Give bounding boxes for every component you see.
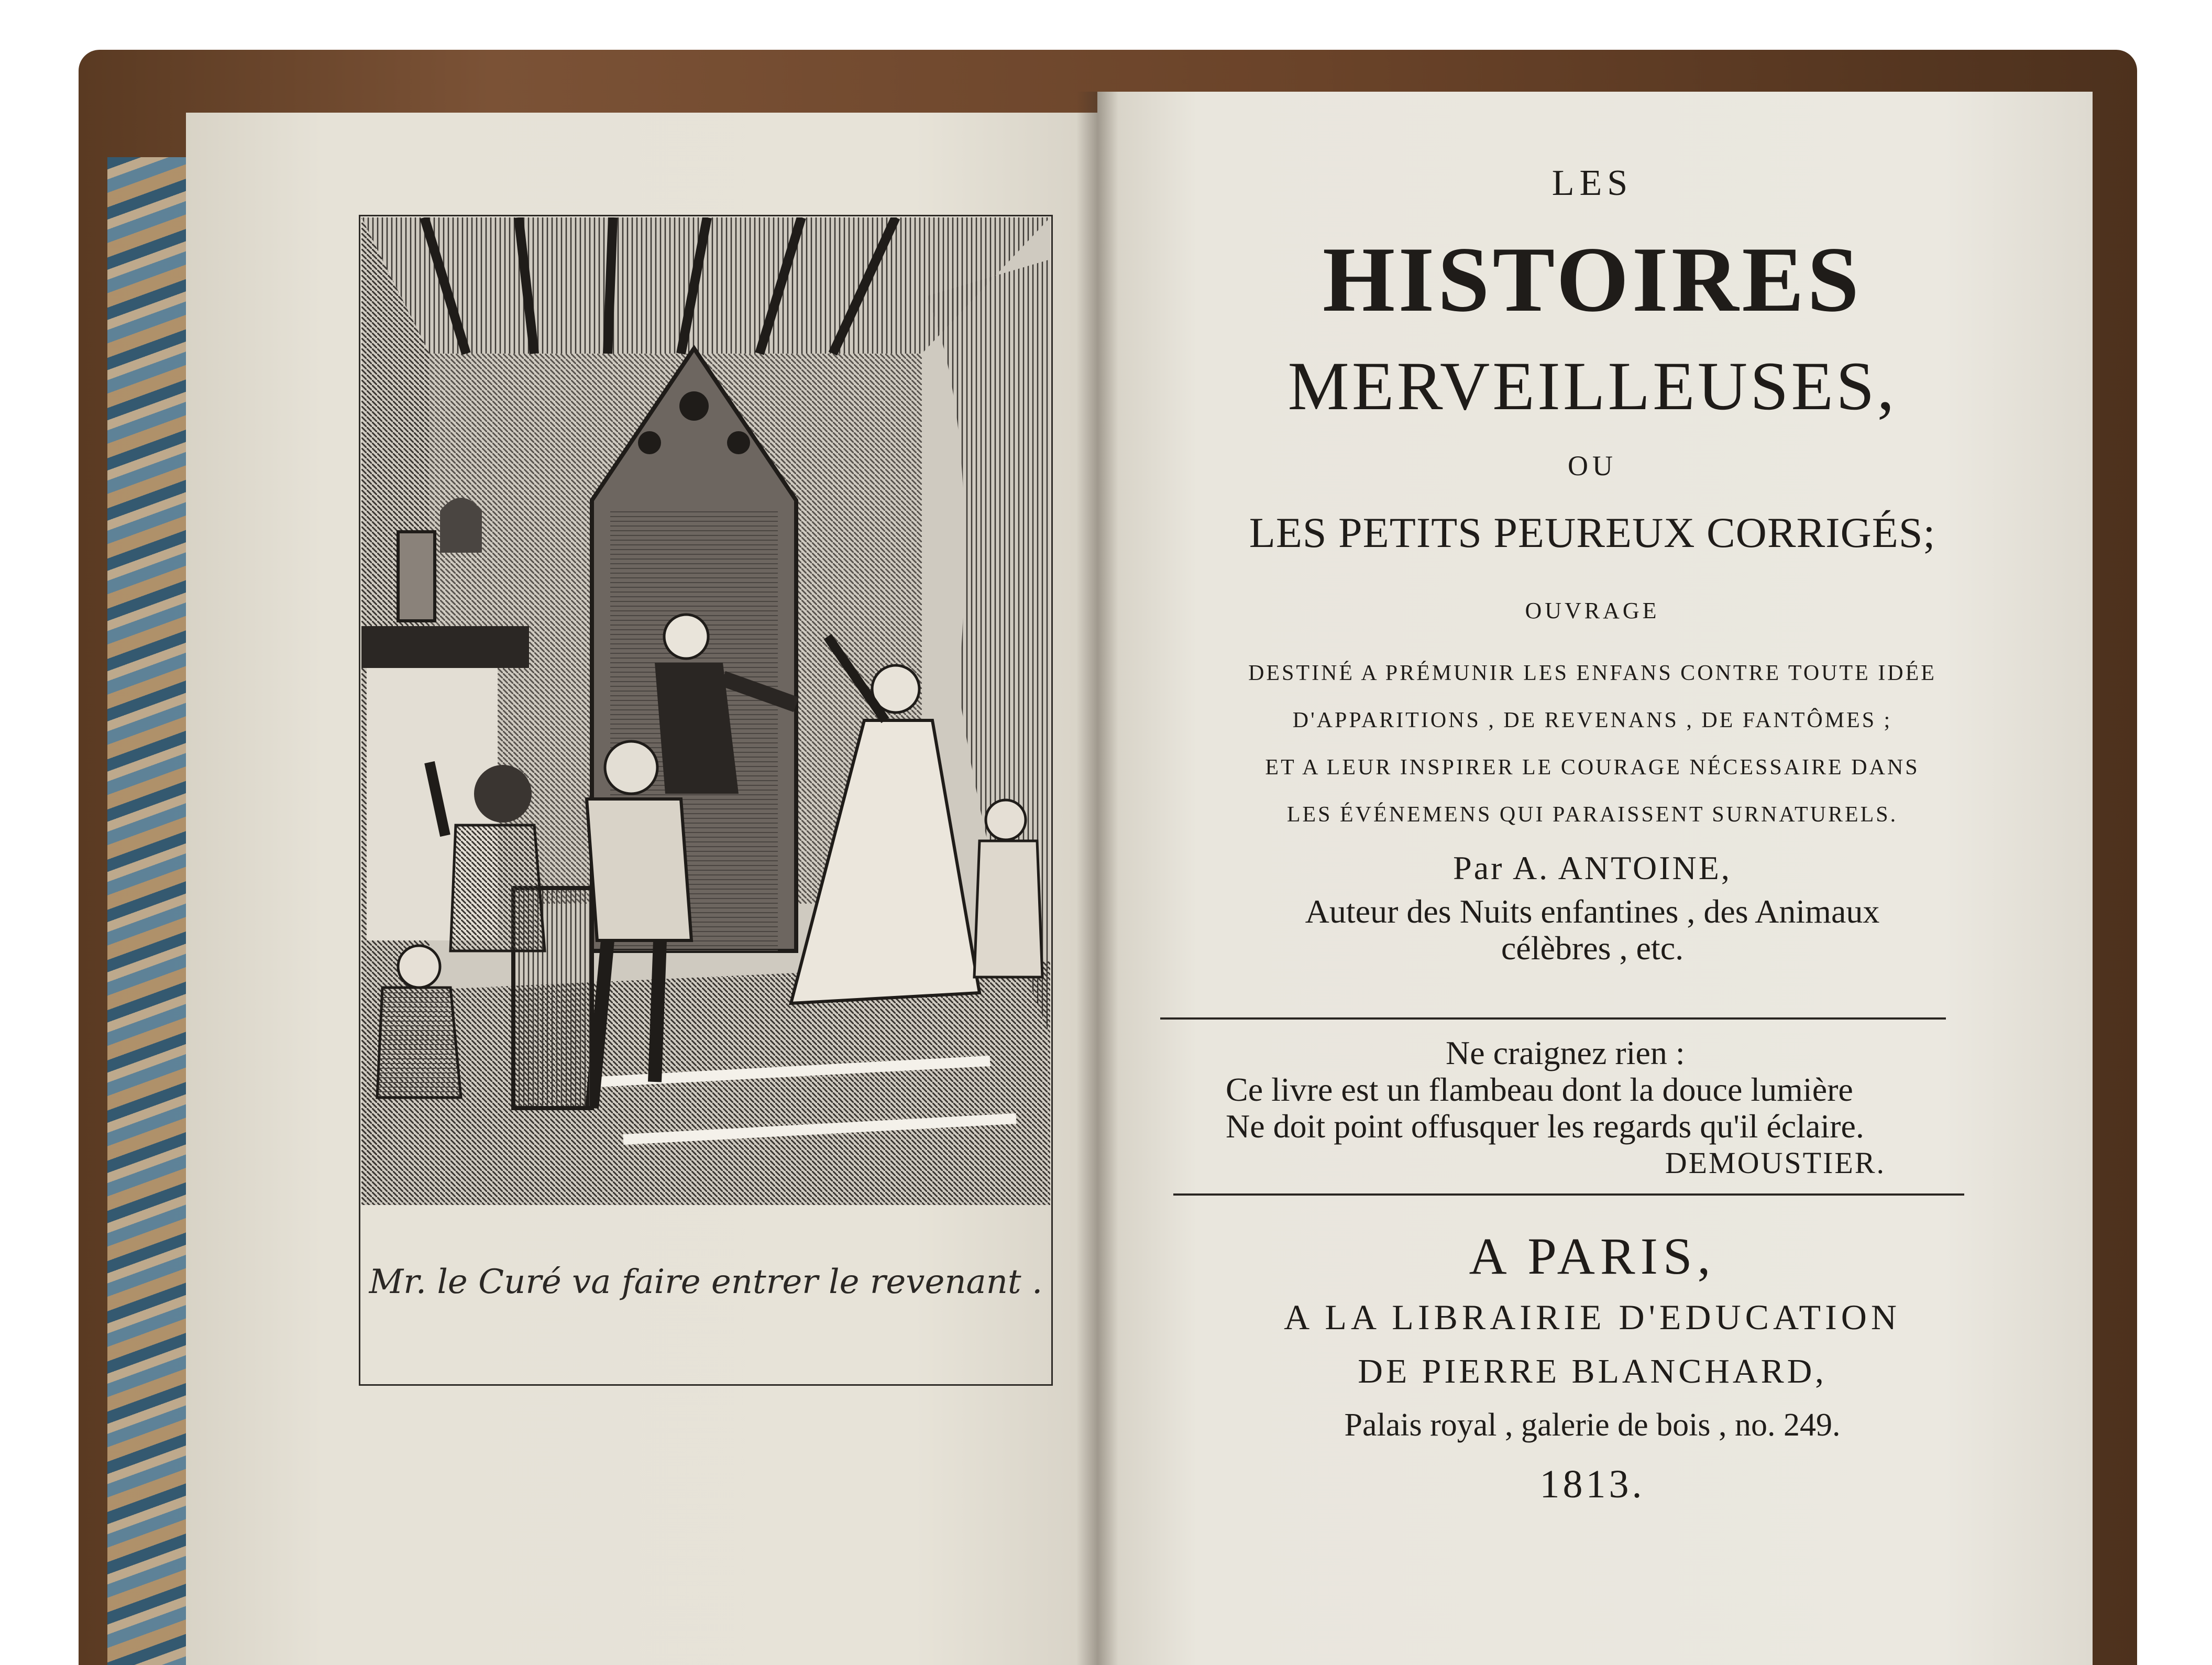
engraving-caption: Mr. le Curé va faire entrer le revenant . [369, 1263, 1043, 1301]
epigraph-author: DEMOUSTIER. [1665, 1146, 1886, 1180]
imprint-year: 1813. [1539, 1462, 1645, 1506]
title-ou: OU [1568, 450, 1617, 481]
ouvrage-label: OUVRAGE [1525, 598, 1660, 623]
description-line: DESTINÉ A PRÉMUNIR LES ENFANS CONTRE TOUTE IDÉE [1248, 661, 1936, 685]
imprint-publisher: A LA LIBRAIRIE D'EDUCATION [1284, 1297, 1901, 1337]
author-works [1126, 893, 2059, 967]
title-histoires: HISTOIRES [1322, 227, 1863, 331]
author-line: Par A. ANTOINE, [1453, 849, 1732, 886]
title-merveilleuses: MERVEILLEUSES, [1287, 347, 1897, 424]
imprint-address: Palais royal , galerie de bois , no. 249. [1344, 1407, 1841, 1443]
epigraph-line: Ne craignez rien : [1446, 1034, 1685, 1071]
author-works-line: Auteur des Nuits enfantines , des Animaux [1305, 893, 1880, 930]
epigraph-line: Ne doit point offusquer les regards qu'il éclaire. [1226, 1108, 1864, 1145]
description-block [1126, 650, 2059, 838]
imprint-publisher-name: DE PIERRE BLANCHARD, [1358, 1352, 1827, 1390]
description-line: LES ÉVÉNEMENS QUI PARAISSENT SURNATURELS. [1286, 803, 1898, 827]
imprint-place: A PARIS, [1469, 1227, 1716, 1285]
author-works-line: célèbres , etc. [1501, 929, 1684, 967]
marbled-endpaper [107, 157, 194, 1665]
frontispiece-engraving [361, 217, 1050, 1205]
description-line: ET A LEUR INSPIRER LE COURAGE NÉCESSAIRE DANS [1265, 755, 1920, 780]
title-les: LES [1551, 163, 1633, 203]
epigraph-line: Ce livre est un flambeau dont la douce lumière [1226, 1071, 1853, 1108]
epigraph [1226, 1035, 1990, 1181]
subtitle: LES PETITS PEUREUX CORRIGÉS; [1249, 509, 1936, 556]
book-gutter [1076, 92, 1118, 1665]
divider-rule [1173, 1193, 1964, 1196]
description-line: D'APPARITIONS , DE REVENANS , DE FANTÔMES ; [1292, 708, 1892, 732]
divider-rule [1160, 1017, 1946, 1020]
